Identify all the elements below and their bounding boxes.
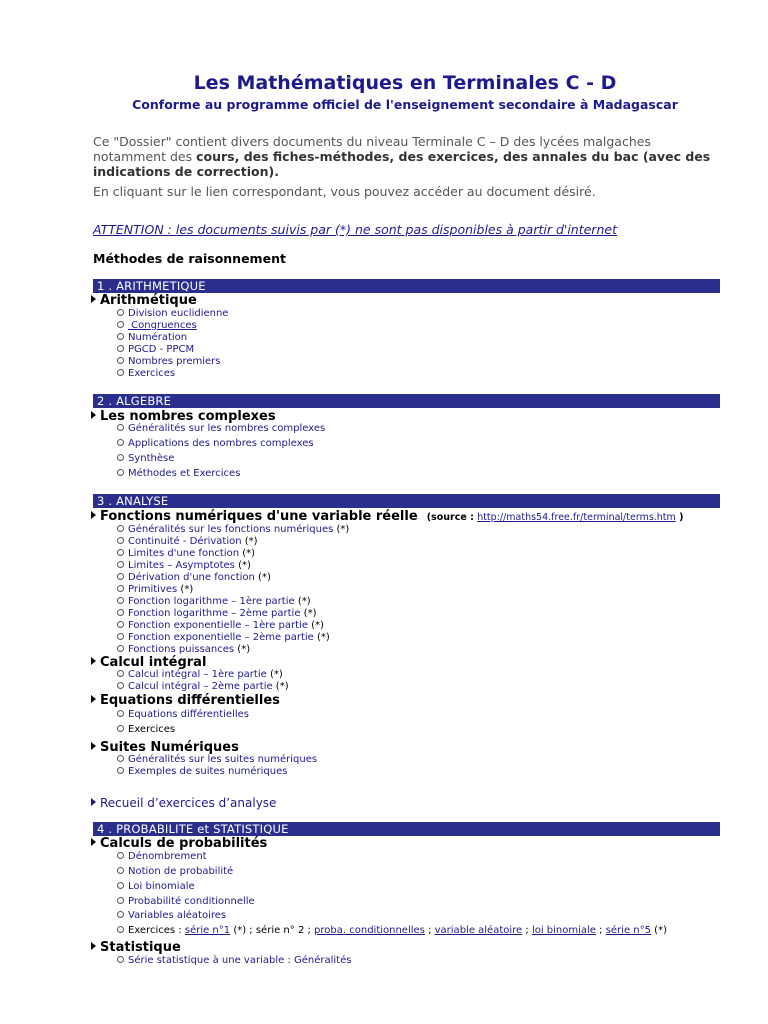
bullet-icon (117, 454, 124, 461)
list-item[interactable] (117, 596, 311, 608)
bullet-icon (117, 573, 124, 580)
link-nombres-premiers[interactable]: Nombres premiers (128, 356, 221, 367)
analyse-link[interactable]: Fonction logarithme – 1ère partie (128, 596, 295, 607)
bullet-icon (117, 670, 124, 677)
bullet-icon (117, 469, 124, 476)
link-methodes-exercices[interactable]: Méthodes et Exercices (128, 468, 241, 479)
analyse-link[interactable]: Fonction logarithme – 2ème partie (128, 608, 301, 619)
methodes-raisonnement-heading: Méthodes de raisonnement (93, 251, 286, 266)
list-item[interactable] (117, 344, 194, 356)
bullet-icon (117, 357, 124, 364)
list-item[interactable] (117, 423, 325, 435)
section-bar-probabilite: 4 . PROBABILITE et STATISTIQUE (93, 822, 720, 836)
bullet-icon (117, 867, 124, 874)
not-online-marker: (*) (300, 608, 317, 619)
triangle-right-icon (91, 657, 96, 665)
bullet-icon (117, 309, 124, 316)
list-item[interactable] (117, 709, 249, 721)
list-item[interactable] (117, 536, 258, 548)
analyse-link[interactable]: Fonctions puissances (128, 644, 235, 655)
bullet-icon (117, 767, 124, 774)
attention-label: ATTENTION (93, 222, 164, 237)
not-online-marker: (*) (234, 644, 251, 655)
list-item[interactable] (117, 438, 314, 450)
not-online-marker: (*) (230, 925, 247, 936)
heading-calcul-integral (91, 655, 206, 670)
link-exemples-suites[interactable]: Exemples de suites numériques (128, 766, 288, 777)
link-loi-binomiale[interactable]: Loi binomiale (128, 881, 195, 892)
link-generalites-complexes[interactable]: Généralités sur les nombres complexes (128, 423, 326, 434)
bullet-icon (117, 424, 124, 431)
heading-label: Fonctions numériques d'une variable réelle (100, 509, 418, 524)
heading-label: Arithmétique (100, 293, 197, 308)
list-item[interactable] (117, 468, 240, 480)
bullet-icon (117, 926, 124, 933)
bullet-icon (117, 321, 124, 328)
bullet-icon (117, 525, 124, 532)
bullet-icon (117, 609, 124, 616)
list-item[interactable] (117, 754, 317, 766)
exercices-line (117, 925, 667, 937)
heading-calculs-probabilites (91, 836, 267, 851)
list-item[interactable] (117, 681, 289, 693)
bullet-icon (117, 882, 124, 889)
bullet-icon (117, 725, 124, 732)
heading-nombres-complexes (91, 409, 276, 424)
bullet-icon (117, 755, 124, 762)
page-subtitle: Conforme au programme officiel de l'enseignement secondaire à Madagascar (132, 97, 678, 112)
heading-fonctions-numeriques (91, 509, 683, 525)
heading-label: Les nombres complexes (100, 409, 276, 424)
bullet-icon (117, 710, 124, 717)
bullet-icon (117, 333, 124, 340)
triangle-right-icon (91, 942, 96, 950)
attention-note (93, 222, 617, 237)
list-item[interactable] (117, 332, 187, 344)
not-online-marker: (*) (238, 560, 251, 571)
bullet-icon (117, 439, 124, 446)
heading-label: Suites Numériques (100, 740, 239, 755)
link-division-euclidienne[interactable]: Division euclidienne (128, 308, 229, 319)
triangle-right-icon (91, 295, 96, 303)
analyse-link[interactable]: Fonction exponentielle – 2ème partie (128, 632, 314, 643)
list-item[interactable] (117, 368, 175, 380)
bullet-icon (117, 645, 124, 652)
bullet-icon (117, 956, 124, 963)
not-online-marker: (*) (254, 572, 271, 583)
not-online-marker: (*) (650, 925, 667, 936)
triangle-right-icon (91, 838, 96, 846)
triangle-right-icon (91, 511, 96, 519)
link-notion-probabilite[interactable]: Notion de probabilité (128, 866, 234, 877)
link-synthese[interactable]: Synthèse (128, 453, 175, 464)
heading-statistique (91, 940, 181, 955)
link-equations-differentielles[interactable]: Equations différentielles (128, 709, 249, 720)
not-online-marker: (*) (313, 632, 330, 643)
bullet-icon (117, 621, 124, 628)
analyse-link[interactable]: Dérivation d'une fonction (128, 572, 255, 583)
bullet-icon (117, 561, 124, 568)
analyse-link[interactable]: Fonction exponentielle – 1ère partie (128, 620, 308, 631)
not-online-marker: (*) (239, 548, 256, 559)
list-item[interactable] (117, 955, 351, 967)
link-proba-conditionnelles[interactable]: proba. conditionnelles (314, 925, 425, 936)
bullet-icon (117, 597, 124, 604)
bullet-icon (117, 369, 124, 376)
triangle-right-icon (91, 411, 96, 419)
source-link[interactable]: http://maths54.free.fr/terminal/terms.htm (477, 512, 676, 523)
bullet-icon (117, 345, 124, 352)
list-item[interactable] (117, 866, 233, 878)
not-online-marker: (*) (333, 524, 350, 535)
bullet-icon (117, 852, 124, 859)
not-online-marker: (*) (294, 596, 311, 607)
intro-bold-text: cours, des fiches-méthodes, des exercices, des annales du bac (avec des indications de correction). (93, 149, 711, 179)
link-serie-statistique[interactable]: Série statistique à une variable : Généralités (128, 955, 352, 966)
exercices-label: Exercices : (128, 925, 185, 936)
list-item[interactable] (117, 632, 330, 644)
separator: ; (522, 925, 532, 936)
analyse-link[interactable]: Continuité - Dérivation (128, 536, 242, 547)
link-serie-5[interactable]: série n°5 (605, 925, 651, 936)
not-online-marker: (*) (266, 669, 283, 680)
not-online-marker: (*) (272, 681, 289, 692)
intro-paragraph (93, 134, 723, 179)
list-item[interactable] (117, 320, 197, 332)
heading-arithmetique (91, 293, 197, 308)
recueil-label[interactable]: Recueil d’exercices d’analyse (100, 796, 277, 810)
link-generalites-suites[interactable]: Généralités sur les suites numériques (128, 754, 318, 765)
attention-text: : les documents suivis par (*) ne sont pas disponibles à partir d'internet (163, 222, 617, 237)
list-item[interactable] (117, 669, 283, 681)
link-loi-binomiale-ex[interactable]: loi binomiale (531, 925, 596, 936)
separator: ; (424, 925, 435, 936)
recueil-exercices-link[interactable] (91, 796, 276, 810)
list-item (117, 724, 175, 736)
page-title: Les Mathématiques en Terminales C - D (193, 72, 617, 94)
list-item[interactable] (117, 851, 207, 863)
source-end: ) (675, 512, 684, 523)
list-item[interactable] (117, 910, 226, 922)
section-bar-analyse: 3 . ANALYSE (93, 494, 720, 508)
bullet-icon (117, 911, 124, 918)
source-label: (source : (426, 512, 478, 523)
triangle-right-icon (91, 742, 96, 750)
list-item[interactable] (117, 584, 193, 596)
heading-label: Calcul intégral (100, 655, 207, 670)
link-calcul-integral-1[interactable]: Calcul intégral – 1ère partie (128, 669, 267, 680)
not-online-marker: (*) (177, 584, 194, 595)
list-item[interactable] (117, 524, 349, 536)
link-exercices[interactable]: Exercices (128, 368, 176, 379)
link-variable-aleatoire[interactable]: variable aléatoire (434, 925, 523, 936)
separator: ; (595, 925, 606, 936)
heading-suites-numeriques (91, 740, 239, 755)
link-pgcd-ppcm[interactable]: PGCD - PPCM (128, 344, 195, 355)
bullet-icon (117, 537, 124, 544)
intro-instructions: En cliquant sur le lien correspondant, vous pouvez accéder au document désiré. (93, 184, 596, 199)
link-variables-aleatoires[interactable]: Variables aléatoires (128, 910, 227, 921)
heading-equations-differentielles (91, 693, 280, 708)
intro-text: Ce "Dossier" contient divers documents du niveau Terminale C – D des lycées malgaches notamment des (93, 134, 651, 164)
list-item[interactable] (117, 356, 221, 368)
list-item[interactable] (117, 896, 255, 908)
exercices-text: Exercices (128, 724, 176, 735)
list-item[interactable] (117, 560, 251, 572)
not-online-marker: (*) (307, 620, 324, 631)
analyse-link[interactable]: Limites – Asymptotes (128, 560, 239, 571)
link-denombrement[interactable]: Dénombrement (128, 851, 207, 862)
heading-label: Statistique (100, 940, 181, 955)
triangle-right-icon (91, 695, 96, 703)
bullet-icon (117, 549, 124, 556)
link-probabilite-conditionnelle[interactable]: Probabilité conditionnelle (128, 896, 255, 907)
analyse-link[interactable]: Limites d'une fonction (128, 548, 240, 559)
list-item[interactable] (117, 608, 316, 620)
list-item[interactable] (117, 620, 324, 632)
link-serie-1[interactable]: série n°1 (184, 925, 231, 936)
not-online-marker: (*) (241, 536, 258, 547)
triangle-right-icon (91, 798, 96, 806)
bullet-icon (117, 585, 124, 592)
list-item[interactable] (117, 308, 228, 320)
source-note (427, 512, 684, 523)
section-bar-algebre: 2 . ALGEBRE (93, 394, 720, 408)
heading-label: Equations différentielles (100, 693, 280, 708)
section-bar-arithmetique: 1 . ARITHMETIQUE (93, 279, 720, 293)
heading-label: Calculs de probabilités (100, 836, 268, 851)
bullet-icon (117, 682, 124, 689)
analyse-link[interactable]: Généralités sur les fonctions numériques (128, 524, 334, 535)
link-applications-complexes[interactable]: Applications des nombres complexes (128, 438, 314, 449)
link-calcul-integral-2[interactable]: Calcul intégral – 2ème partie (128, 681, 273, 692)
link-congruences[interactable]: Congruences (128, 320, 197, 331)
bullet-icon (117, 633, 124, 640)
list-item[interactable] (117, 572, 271, 584)
analyse-link[interactable]: Primitives (128, 584, 178, 595)
list-item[interactable] (117, 766, 287, 778)
bullet-icon (117, 897, 124, 904)
list-item[interactable] (117, 453, 174, 465)
list-item[interactable] (117, 881, 195, 893)
list-item[interactable] (117, 548, 255, 560)
link-numeration[interactable]: Numération (128, 332, 188, 343)
serie-2-text: ; série n° 2 ; (246, 925, 315, 936)
